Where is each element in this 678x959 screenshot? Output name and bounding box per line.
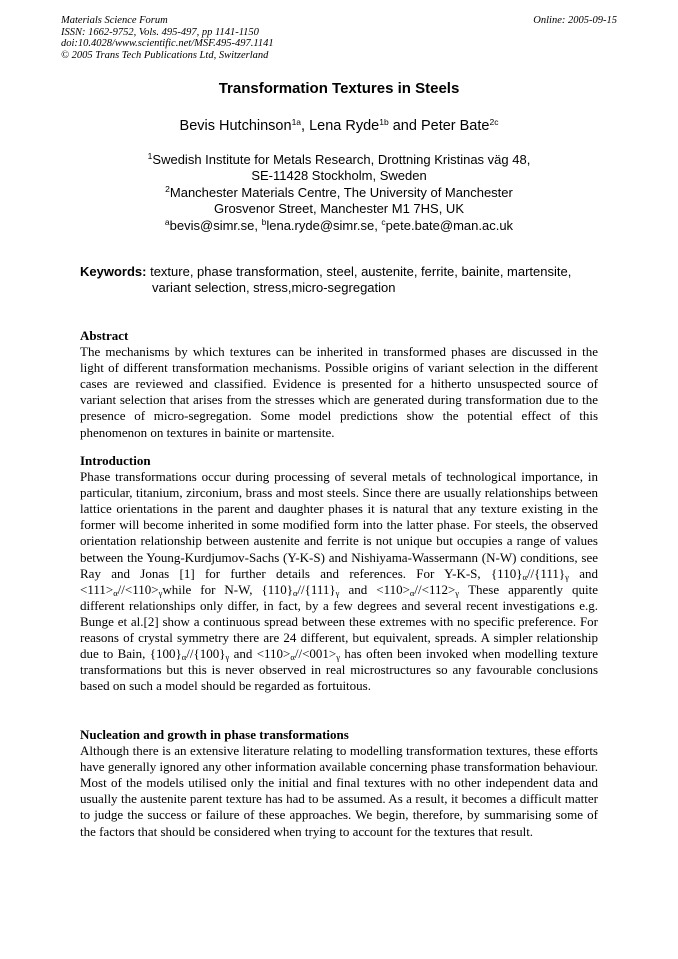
nucleation-section	[80, 727, 598, 840]
keywords-line: variant selection, stress,micro-segregation	[152, 280, 396, 296]
affiliation-text: Manchester Materials Centre, The University of Manchester	[169, 184, 513, 200]
email-line	[0, 218, 678, 234]
keywords-label: Keywords:	[80, 264, 147, 279]
copyright-line: © 2005 Trans Tech Publications Ltd, Switzerland	[61, 49, 269, 61]
affiliation-line	[0, 152, 678, 168]
author-separator: ,	[301, 118, 310, 134]
introduction-text: Phase transformations occur during processing of several metals of technological importance, in particular, titanium, zirconium, brass and most steels. Since there are usually relationships between lattice orientations in the parent and daughter phases it is natural that any texture existing in the former will become inherited in some modified form into the latter phase. For steels, the observed orientation relationship between austenite and ferrite is not unique but occupies a range of values between the Young-Kurdjumov-Sachs (Y-K-S) and Nishiyama-Wassermann (N-W) conditions, see Ray and Jonas [1] for further details and references. For Y-K-S, $\{110\}_\alpha//\{111\}_\gamma$ and $<111>_\alpha//<110>_\gamma while$ for N-W, $\{110\}_\alpha//\{111\}_\gamma$ and $<110>_\alpha//<112>_\gamma$ These apparently quite different relationships only differ, in fact, by a few degrees and several recent investigations e.g. Bunge et al.[2] show a continuous spread between these extremes with no specific preference. For reasons of crystal symmetry there are 24 different, but equivalent, spreads. A simpler relationship due to Bain, $\{100\}_\alpha//\{100\}_\gamma$ and $<110>_\alpha//<001>_\gamma$ has often been invoked when modelling texture transformations but this is never observed in real microstructures so any favourable conclusions based on such a model should be regarded as fortuitous.	[80, 469, 598, 694]
affiliation-line: Grosvenor Street, Manchester M1 7HS, UK	[214, 201, 464, 217]
author-name: Peter Bate	[420, 118, 490, 134]
affiliation-line: SE-11428 Stockholm, Sweden	[251, 168, 427, 184]
affiliation-line	[0, 185, 678, 201]
affiliations	[0, 152, 678, 234]
author-name: Lena Ryde	[309, 118, 380, 134]
affiliation-superscript: 2	[165, 183, 170, 194]
email-address: pete.bate@man.ac.uk	[385, 217, 514, 233]
keywords-line	[80, 264, 610, 280]
email-address: bevis@simr.se,	[169, 217, 262, 233]
author-superscript: 1b	[379, 117, 389, 127]
affiliation-text: Swedish Institute for Metals Research, Drottning Kristinas väg 48,	[152, 152, 531, 167]
journal-header	[61, 15, 617, 61]
abstract-section	[80, 328, 598, 441]
author-list	[0, 118, 678, 134]
online-date: Online: 2005-09-15	[533, 15, 617, 26]
keywords-text: texture, phase transformation, steel, austenite, ferrite, bainite, martensite,	[146, 264, 572, 279]
email-superscript: c	[381, 216, 386, 227]
section-heading: Nucleation and growth in phase transformations	[80, 727, 349, 742]
abstract-text: The mechanisms by which textures can be inherited in transformed phases are discussed in the light of different transformation mechanisms. Possible origins of variant selection in the different cases are reviewed and classified. Evidence is presented for a hitherto unsuspected source of variant selection that arises from the stresses which are generated during transformation due to the presence of micro-segregation. Some model predictions show the potential effect of this phenomenon on textures in bainite or martensite.	[80, 344, 598, 440]
author-superscript: 1a	[291, 117, 302, 127]
issn-line: ISSN: 1662-9752, Vols. 495-497, pp 1141-1150	[61, 26, 259, 38]
email-superscript: b	[261, 216, 267, 227]
author-separator: and	[388, 118, 421, 134]
email-address: lena.ryde@simr.se,	[266, 217, 382, 233]
journal-name: Materials Science Forum	[61, 15, 168, 26]
paper-title: Transformation Textures in Steels	[218, 80, 460, 97]
introduction-section	[80, 453, 598, 694]
doi-line: doi:10.4028/www.scientific.net/MSF.495-497.1141	[61, 38, 274, 49]
author-superscript: 2c	[489, 117, 499, 127]
author-name: Bevis Hutchinson	[179, 118, 292, 134]
section-heading: Abstract	[80, 328, 129, 343]
nucleation-text: Although there is an extensive literature relating to modelling transformation textures, these efforts have generally ignored any other information available concerning phase transformation behaviour. Most of the models utilised only the initial and final textures with no other independent data and usually the austenite parent texture has had to be assumed. As a result, it becomes a difficult matter to judge the success or failure of these approaches. We begin, therefore, by summarising some of the factors that should be considered when trying to account for the textures that result.	[80, 743, 598, 839]
keywords-block	[80, 264, 610, 297]
affiliation-superscript: 1	[147, 151, 153, 161]
email-superscript: a	[164, 216, 170, 227]
section-heading: Introduction	[80, 453, 151, 468]
